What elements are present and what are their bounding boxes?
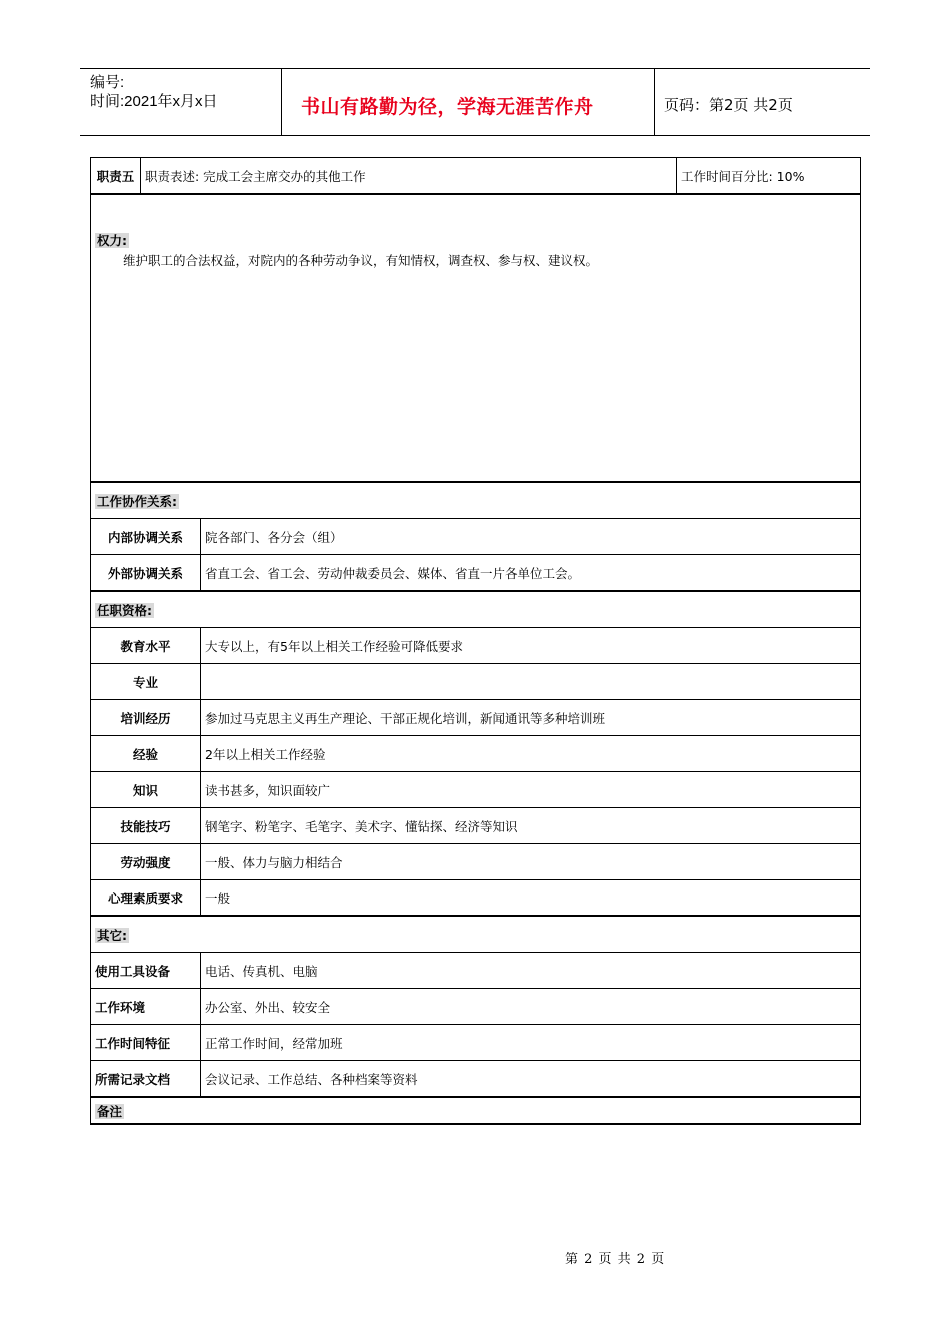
other-row [91,989,861,1025]
footer-page-number: 第 2 页 共 2 页 [565,1252,666,1267]
qual-label: 技能技巧 [91,808,201,844]
qual-row [91,700,861,736]
header-code-label: 编号: [90,74,125,91]
qual-label: 心理素质要求 [91,880,201,917]
other-row [91,953,861,989]
qual-row [91,736,861,772]
header-top-rule [80,68,870,69]
collab-title-row [91,482,861,519]
collab-value-external: 省直工会、省工会、劳动仲裁委员会、媒体、省直一片各单位工会。 [201,555,861,592]
other-title: 其它: [97,927,127,943]
qual-value: 大专以上，有5年以上相关工作经验可降低要求 [201,628,861,664]
authority-row [91,194,861,482]
other-row [91,1025,861,1061]
other-label: 使用工具设备 [91,953,201,989]
qual-row [91,844,861,880]
collab-row-internal [91,519,861,555]
collab-value-internal: 院各部门、各分会（组） [201,519,861,555]
other-title-row [91,916,861,953]
qual-label: 教育水平 [91,628,201,664]
authority-title: 权力: [97,233,127,248]
collab-title: 工作协作关系: [97,493,177,509]
header-time-label: 时间:2021年x月x日 [90,93,218,110]
authority-text: 维护职工的合法权益，对院内的各种劳动争议，有知情权，调查权、参与权、建议权。 [123,253,599,268]
qual-value: 钢笔字、粉笔字、毛笔字、美术字、懂钻探、经济等知识 [201,808,861,844]
qual-row [91,880,861,917]
other-value: 正常工作时间，经常加班 [201,1025,861,1061]
other-value: 电话、传真机、电脑 [201,953,861,989]
qual-row [91,628,861,664]
header-page-label: 页码：第2页 共2页 [664,96,793,114]
qual-value: 一般 [201,880,861,917]
qual-value [201,664,861,700]
header-divider-left [281,68,282,136]
other-label: 工作环境 [91,989,201,1025]
duty-label: 职责五 [91,158,141,195]
qual-label: 劳动强度 [91,844,201,880]
other-label: 工作时间特征 [91,1025,201,1061]
header-divider-right [654,68,655,136]
qual-row [91,808,861,844]
job-description-table [90,157,861,1125]
duty-row [91,158,861,195]
qual-value: 读书甚多，知识面较广 [201,772,861,808]
qual-value: 一般、体力与脑力相结合 [201,844,861,880]
remarks-title: 备注 [97,1103,123,1119]
other-value: 会议记录、工作总结、各种档案等资料 [201,1061,861,1098]
other-value: 办公室、外出、较安全 [201,989,861,1025]
qual-value: 参加过马克思主义再生产理论、干部正规化培训，新闻通讯等多种培训班 [201,700,861,736]
qual-label: 经验 [91,736,201,772]
remarks-row [91,1097,861,1124]
qual-label: 知识 [91,772,201,808]
qual-row [91,772,861,808]
qualification-title-row [91,591,861,628]
duty-description: 职责表述: 完成工会主席交办的其他工作 [141,158,677,195]
authority-cell [91,194,861,482]
qual-row [91,664,861,700]
collab-label-internal: 内部协调关系 [91,519,201,555]
duty-time-percent: 工作时间百分比: 10% [677,158,861,195]
qual-label: 专业 [91,664,201,700]
collab-label-external: 外部协调关系 [91,555,201,592]
qualification-title: 任职资格: [97,602,152,618]
qual-label: 培训经历 [91,700,201,736]
header-bottom-rule [80,135,870,136]
other-row [91,1061,861,1098]
qual-value: 2年以上相关工作经验 [201,736,861,772]
header-motto: 书山有路勤为径，学海无涯苦作舟 [301,96,594,118]
other-label: 所需记录文档 [91,1061,201,1098]
collab-row-external [91,555,861,592]
